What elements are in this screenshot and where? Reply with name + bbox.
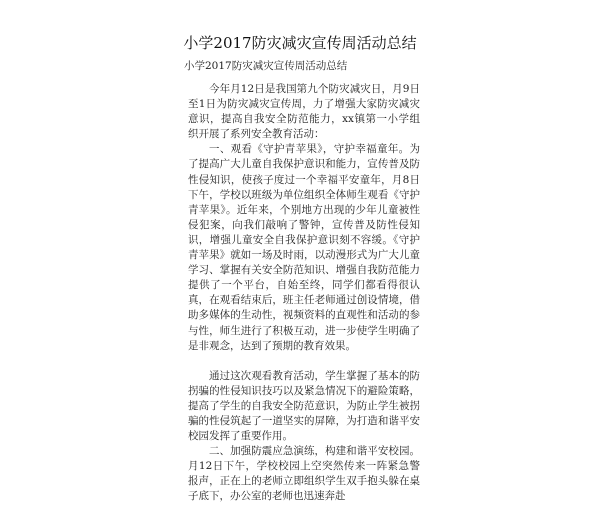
document-subtitle: 小学2017防灾减灾宣传周活动总结 (184, 60, 348, 72)
paragraph-section-one: 一、观看《守护青苹果》，守护幸福童年。为了提高广大儿童自我保护意识和能力，宣传普及防性侵知识，使孩子度过一个幸福平安童年，月8日下午，学校以班级为单位组织全体师生观看《守护青苹果》。近年来，个别地方出现的少年儿童被性侵犯案，向我们敲响了警钟，宣传普及防性侵知识，增强儿童安全自我保护意识刻不容缓。《守护青苹果》就如一场及时雨，以动漫形式为广大儿童学习、掌握有关安全防范知识、增强自我防范能力提供了一个平台，自始至终，同学们都看得很认真，在观看结束后，班主任老师通过创设情境，借助多媒体的生动性，视频资料的直观性和活动的参与性，师生进行了积极互动，进一步使学生明确了是非观念，达到了预期的教育效果。 (188, 143, 420, 352)
document-body (188, 82, 420, 505)
paragraph-section-two: 二、加强防震应急演练，构建和谐平安校园。月12日下午，学校校园上空突然传来一阵紧急警报声，正在上的老师立即组织学生双手抱头躲在桌子底下，办公室的老师也迅速奔赴 (188, 445, 420, 503)
paragraph-intro: 今年月12日是我国第九个防灾减灾日，月9日至1日为防灾减灾宣传周，力了增强大家防灾减灾意识，提高自我安全防范能力，xx镇第一小学组织开展了系列安全教育活动： (188, 83, 420, 141)
paragraph-summary: 通过这次观看教育活动，学生掌握了基本的防拐骗的性侵知识技巧以及紧急情况下的避险策略，提高了学生的自我安全防范意识，为防止学生被拐骗的性侵筑起了一道坚实的屏障，为打造和谐平安校园发挥了重要作用。 (188, 369, 420, 443)
document-title: 小学2017防灾减灾宣传周活动总结 (183, 34, 417, 52)
